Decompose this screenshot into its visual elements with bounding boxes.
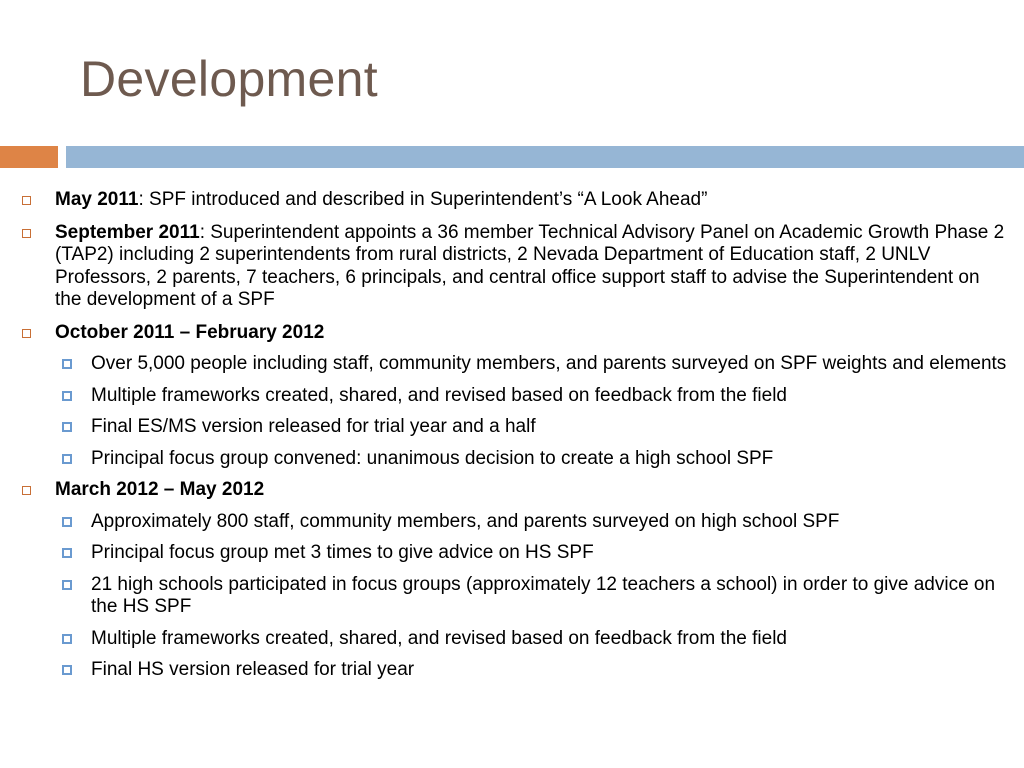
bullet-item (20, 322, 1010, 345)
sub-bullet-item (20, 511, 1010, 534)
sub-bullet-item (20, 385, 1010, 408)
sub-bullet-text: Multiple frameworks created, shared, and revised based on feedback from the field (91, 627, 787, 649)
accent-bar-orange (0, 146, 58, 168)
bullet-list (20, 189, 1010, 682)
bullet-item (20, 189, 1010, 212)
bullet-item (20, 479, 1010, 502)
hollow-square-bullet-icon (22, 329, 31, 338)
sub-bullet-item (20, 628, 1010, 651)
sub-bullet-item (20, 542, 1010, 565)
sub-bullet-item (20, 448, 1010, 471)
sub-bullet-item (20, 353, 1010, 376)
square-bullet-icon (62, 548, 72, 558)
sub-bullet-item (20, 416, 1010, 439)
square-bullet-icon (62, 391, 72, 401)
sub-bullet-item (20, 659, 1010, 682)
square-bullet-icon (62, 665, 72, 675)
square-bullet-icon (62, 517, 72, 527)
bullet-date: September 2011 (55, 221, 200, 243)
hollow-square-bullet-icon (22, 196, 31, 205)
hollow-square-bullet-icon (22, 486, 31, 495)
square-bullet-icon (62, 359, 72, 369)
sub-bullet-text: Approximately 800 staff, community members, and parents surveyed on high school SPF (91, 510, 840, 532)
square-bullet-icon (62, 454, 72, 464)
sub-bullet-text: Multiple frameworks created, shared, and revised based on feedback from the field (91, 384, 787, 406)
sub-bullet-text: Principal focus group met 3 times to give advice on HS SPF (91, 542, 594, 563)
hollow-square-bullet-icon (22, 229, 31, 238)
sub-bullet-text: Over 5,000 people including staff, community members, and parents surveyed on SPF weights and elements (91, 353, 1007, 374)
bullet-text: : Superintendent appoints a 36 member Technical Advisory Panel on Academic Growth Phase 2 (TAP2) including 2 superintendents from rural districts, 2 Nevada Department of Education staff, 2 UNLV Professors, 2 parents, 7 teachers, 6 principals, and central office support staff to advise the Superintendent on the development of a SPF (55, 221, 1005, 310)
bullet-date: October 2011 – February 2012 (55, 321, 325, 343)
sub-bullet-item (20, 574, 1010, 619)
sub-bullet-text: Principal focus group convened: unanimous decision to create a high school SPF (91, 447, 774, 469)
square-bullet-icon (62, 634, 72, 644)
square-bullet-icon (62, 580, 72, 590)
bullet-date: May 2011 (55, 189, 139, 210)
bullet-text: : SPF introduced and described in Superintendent’s “A Look Ahead” (138, 189, 708, 210)
slide-title: Development (80, 51, 378, 107)
sub-bullet-text: 21 high schools participated in focus groups (approximately 12 teachers a school) in order to give advice on the HS SPF (91, 573, 996, 617)
bullet-item (20, 222, 1010, 312)
sub-bullet-text: Final ES/MS version released for trial year and a half (91, 416, 536, 437)
sub-bullet-text: Final HS version released for trial year (91, 659, 415, 680)
square-bullet-icon (62, 422, 72, 432)
accent-bar-blue (66, 146, 1024, 168)
bullet-date: March 2012 – May 2012 (55, 479, 265, 500)
